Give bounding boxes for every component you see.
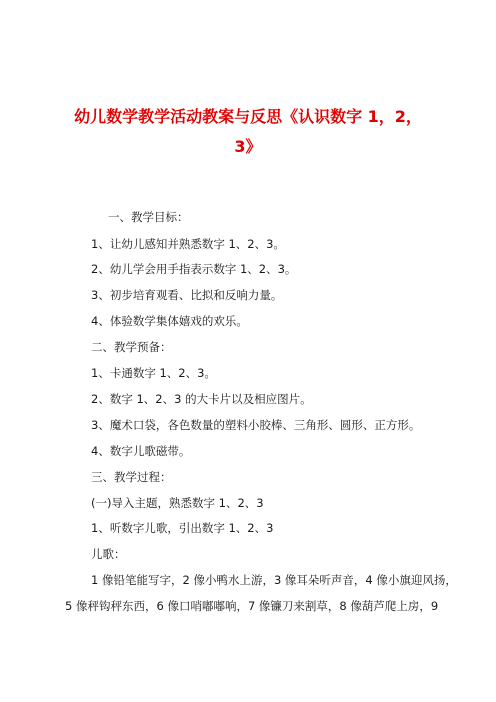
rhyme-label: 儿歌： [91,547,126,561]
goal-item-3: 3、初步培育观看、比拟和反响力量。 [91,288,283,302]
section-heading-preparation: 二、教学预备： [91,340,172,354]
section-heading-goals: 一、教学目标： [108,210,189,224]
rhyme-line-1: 1 像铅笔能写字，2 像小鸭水上游，3 像耳朵听声音，4 像小旗迎风扬， [91,573,457,587]
process-step-1: 1、听数字儿歌，引出数字 1、2、3 [91,521,274,535]
goal-item-4: 4、体验数学集体嬉戏的欢乐。 [91,314,248,328]
prep-item-3: 3、魔术口袋，各色数量的塑料小胶棒、三角形、圆形、正方形。 [91,418,421,432]
prep-item-2: 2、数字 1、2、3 的大卡片以及相应图片。 [91,392,312,406]
prep-item-1: 1、卡通数字 1、2、3。 [91,366,216,380]
section-heading-process: 三、教学过程： [91,470,172,484]
prep-item-4: 4、数字儿歌磁带。 [91,444,191,458]
rhyme-line-2: 5 像秤钩秤东西，6 像口哨嘟嘟响，7 像镰刀来割草，8 像葫芦爬上房，9 [65,599,439,613]
document-title-line-2: 3》 [234,137,262,156]
goal-item-2: 2、幼儿学会用手指表示数字 1、2、3。 [91,262,297,276]
process-step-intro: (一)导入主题，熟悉数字 1、2、3 [91,496,264,510]
goal-item-1: 1、让幼儿感知并熟悉数字 1、2、3。 [91,237,285,251]
document-title-line-1: 幼儿数学教学活动教案与反思《认识数字 1，2， [74,107,422,126]
